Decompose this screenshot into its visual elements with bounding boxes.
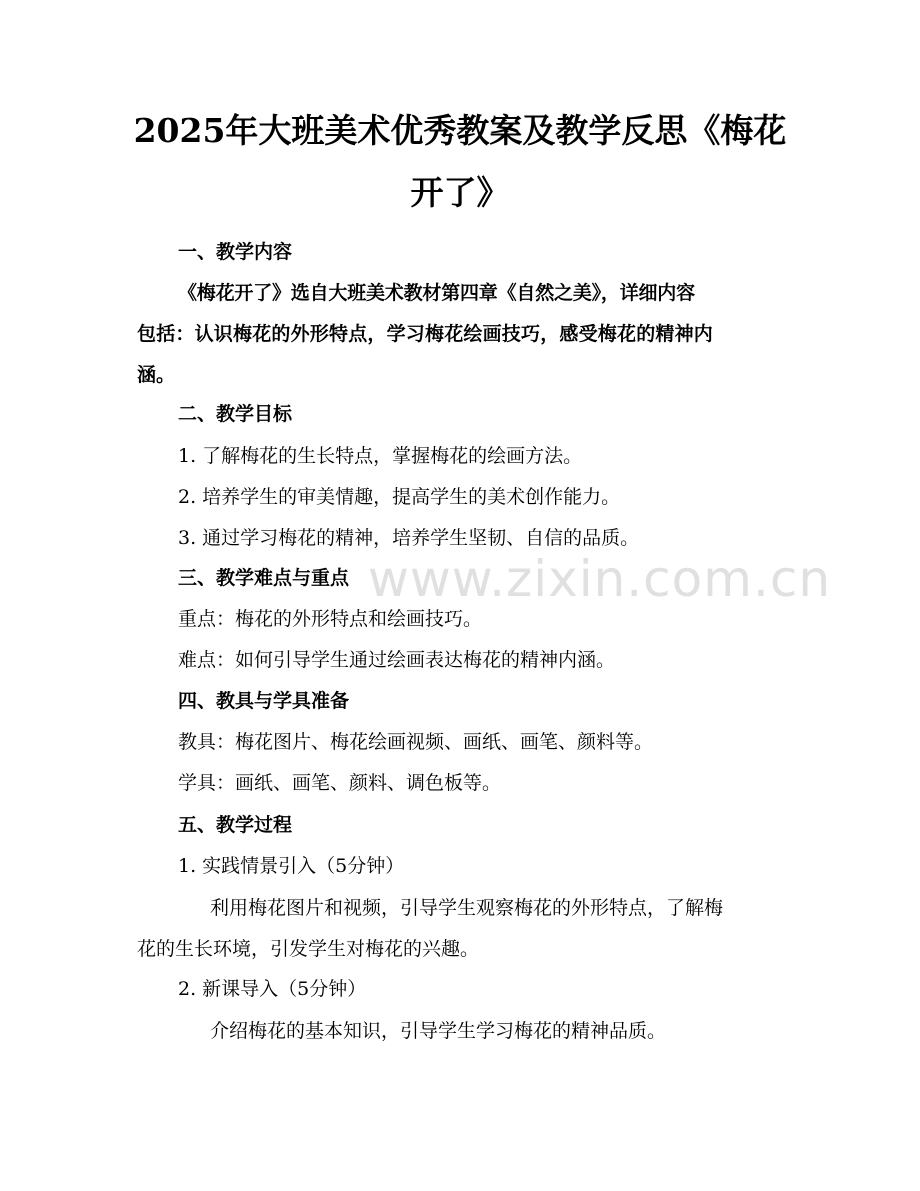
section-content-paragraph-line-1: 《梅花开了》选自大班美术教材第四章《自然之美》，详细内容 xyxy=(178,282,695,304)
student-tools-text: 学具：画纸、画笔、颜料、调色板等。 xyxy=(178,772,502,794)
process-step-2-title: 2. 新课导入（5分钟） xyxy=(178,978,367,1000)
section-heading-tools: 四、教具与学具准备 xyxy=(178,690,350,712)
section-heading-objectives: 二、教学目标 xyxy=(178,403,293,425)
section-content-paragraph-line-2: 包括：认识梅花的外形特点，学习梅花绘画技巧，感受梅花的精神内 xyxy=(137,323,714,345)
teacher-tools-text: 教具：梅花图片、梅花绘画视频、画纸、画笔、颜料等。 xyxy=(178,731,654,753)
process-step-1-line-2: 花的生长环境，引发学生对梅花的兴趣。 xyxy=(137,938,480,960)
objective-item-3: 3. 通过学习梅花的精神，培养学生坚韧、自信的品质。 xyxy=(178,527,640,549)
key-point-text: 重点：梅花的外形特点和绘画技巧。 xyxy=(178,608,483,630)
difficulty-text: 难点：如何引导学生通过绘画表达梅花的精神内涵。 xyxy=(178,649,616,671)
document-title-line-2: 开了》 xyxy=(410,173,510,212)
objective-item-1: 1. 了解梅花的生长特点，掌握梅花的绘画方法。 xyxy=(178,445,583,467)
objective-item-2: 2. 培养学生的审美情趣，提高学生的美术创作能力。 xyxy=(178,486,621,508)
process-step-1-title: 1. 实践情景引入（5分钟） xyxy=(178,855,405,877)
section-content-paragraph-line-3: 涵。 xyxy=(137,364,176,386)
process-step-1-line-1: 利用梅花图片和视频，引导学生观察梅花的外形特点，了解梅 xyxy=(210,897,724,919)
watermark: www.zixin.com.cn xyxy=(368,550,832,608)
section-heading-content: 一、教学内容 xyxy=(178,241,293,263)
section-heading-process: 五、教学过程 xyxy=(178,814,293,836)
process-step-2-line-1: 介绍梅花的基本知识，引导学生学习梅花的精神品质。 xyxy=(210,1020,667,1042)
section-heading-key-difficult: 三、教学难点与重点 xyxy=(178,567,350,589)
document-title-line-1: 2025年大班美术优秀教案及教学反思《梅花 xyxy=(133,111,787,150)
